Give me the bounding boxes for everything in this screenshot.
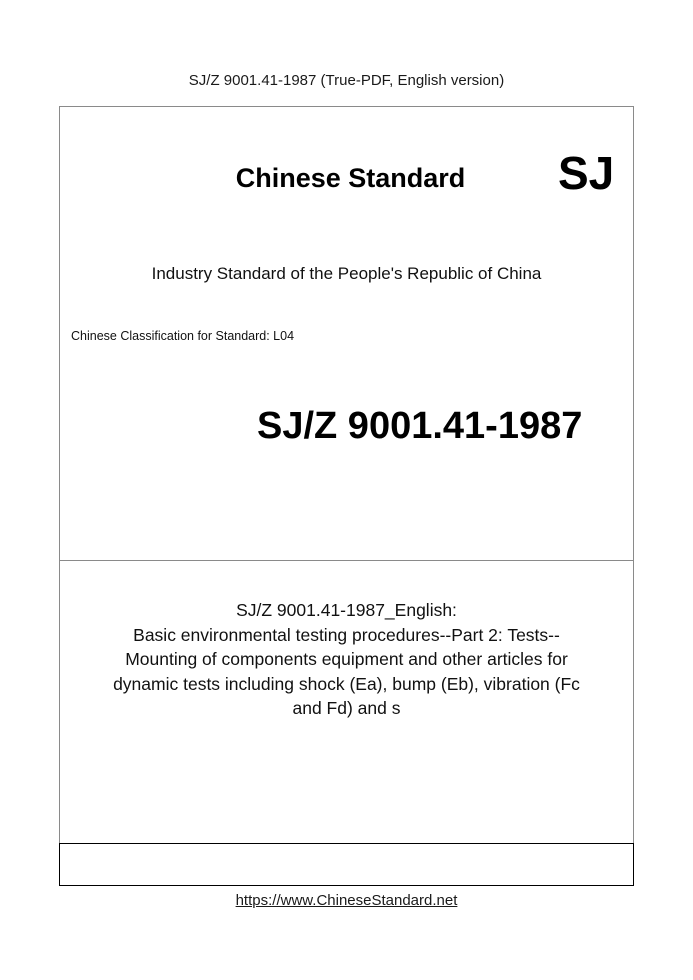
classification-line: Chinese Classification for Standard: L04: [71, 329, 295, 343]
description-line: SJ/Z 9001.41-1987_English:: [236, 600, 457, 620]
cover-frame: [59, 106, 634, 886]
standard-mark: SJ: [558, 147, 615, 199]
industry-line: Industry Standard of the People's Republic of China: [151, 264, 542, 283]
website-link[interactable]: https://www.ChineseStandard.net: [235, 892, 458, 909]
cover-title: Chinese Standard: [235, 163, 466, 193]
bottom-box: [59, 843, 634, 886]
section-divider: [59, 560, 634, 561]
description-line: Basic environmental testing procedures--Part 2: Tests--: [133, 624, 560, 645]
description-line: and Fd) and s: [292, 698, 401, 718]
standard-number: SJ/Z 9001.41-1987: [257, 405, 583, 447]
header-text: SJ/Z 9001.41-1987 (True-PDF, English version): [188, 72, 505, 89]
description-block: [59, 598, 634, 721]
description-line: Mounting of components equipment and other articles for: [125, 649, 568, 669]
description-line: dynamic tests including shock (Ea), bump (Eb), vibration (Fc: [113, 673, 580, 694]
